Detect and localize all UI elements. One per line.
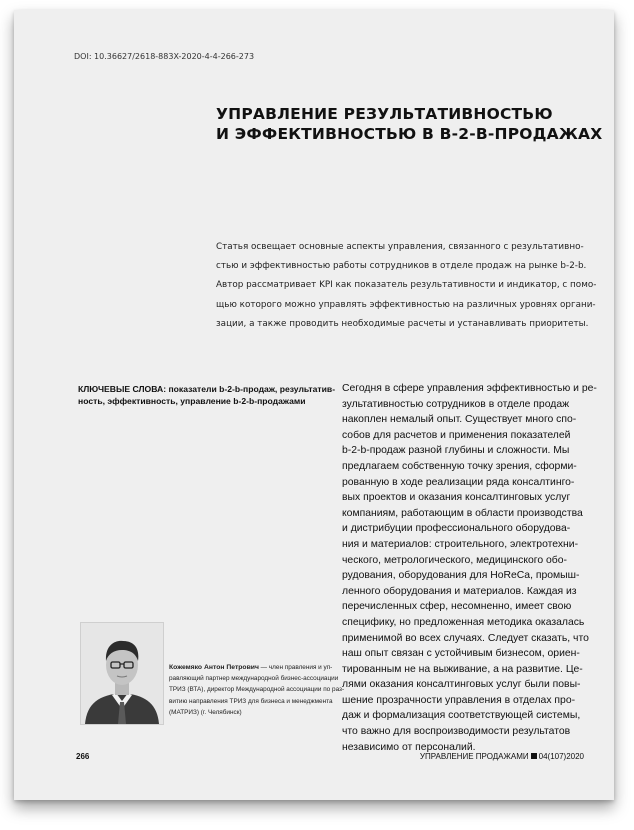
bio-line: витию направления ТРИЗ для бизнеса и менеджмента [169,697,333,705]
body-line: шение прозрачности управления в отделах про- [342,694,576,706]
body-line: компаниям, работающим в области производства [342,507,583,519]
bio-line: равляющий партнер международной бизнес-ассоциации [169,675,339,683]
abstract-line: стью и эффективностью работы сотрудников в отделе продаж на рынке b-2-b. [216,261,587,272]
keywords-line: КЛЮЧЕВЫЕ СЛОВА: показатели b-2-b-продаж, результатив- [78,384,336,394]
body-line: применимой во всех случаях. Следует сказать, что [342,632,589,644]
body-line: накоплен немалый опыт. Существует много спо- [342,414,577,426]
issue-number: 04(107)2020 [538,752,584,761]
author-portrait-icon [81,623,163,724]
bio-line [169,662,349,673]
journal-name: УПРАВЛЕНИЕ ПРОДАЖАМИ [419,752,529,761]
body-line: ленного оборудования и материалов. Каждая из [342,585,577,597]
bio-line: (МАТРИЗ) (г. Челябинск) [169,708,242,716]
body-line: предлагаем собственную точку зрения, сформи- [342,460,577,472]
body-line: собов для расчетов и применения показателей [342,429,571,441]
body-line: наш опыт связан с устойчивым бизнесом, ориен- [342,648,580,660]
abstract-line: зации, а также проводить необходимые расчеты и устанавливать приоритеты. [216,318,589,329]
journal-page [14,10,614,800]
abstract [216,238,597,334]
keywords-line: ность, эффективность, управление b-2-b-продажами [78,396,306,406]
body-line: лями оказания консалтинговых услуг были повы- [342,679,581,691]
doi-label: DOI: 10.36627/2618-883X-2020-4-4-266-273 [74,52,255,61]
abstract-line: щью которого можно управлять эффективностью на различных уровнях органи- [216,299,596,310]
article-title [216,104,606,144]
title-line: УПРАВЛЕНИЕ РЕЗУЛЬТАТИВНОСТЬЮ [216,105,553,123]
body-line: независимо от персоналий. [342,741,476,753]
bio-line: ТРИЗ (ВТА), директор Международной ассоциации по раз- [169,686,345,694]
page-number: 266 [76,752,90,761]
body-line: рудования, оборудования для HoReCa, промыш- [342,570,580,582]
title-line: И ЭФФЕКТИВНОСТЬЮ В B-2-B-ПРОДАЖАХ [216,125,603,143]
article-body [342,381,602,755]
body-line: тированным не на выживание, а на развитие. Це- [342,663,583,675]
author-bio [169,662,349,718]
keywords [78,383,336,407]
bio-text: — член правления и уп- [258,664,333,671]
body-line: ния и материалов: строительного, электротехни- [342,538,579,550]
body-line: b-2-b-продаж разной глубины и сложности. Мы [342,445,570,457]
abstract-line: Статья освещает основные аспекты управления, связанного с результативно- [216,242,584,252]
body-line: рованную в ходе реализации ряда консалтинго- [342,476,575,488]
square-separator-icon [531,753,537,759]
author-photo [80,622,164,725]
body-line: даж и формализация соответствующей системы, [342,710,581,722]
body-line: Сегодня в сфере управления эффективностью и ре- [342,383,597,394]
author-name: Кожемяко Антон Петрович [169,664,259,671]
body-line: перечисленных сфер, несомненно, имеет свою [342,601,572,613]
abstract-line: Автор рассматривает KPI как показатель результативности и индикатор, с помо- [216,280,597,291]
body-line: зультативностью сотрудников в отделе продаж [342,398,570,410]
body-line: ческого, метрологического, медицинского обо- [342,554,567,566]
body-line: специфику, но предложенная методика оказалась [342,616,585,628]
body-line: и дистрибуции профессионального оборудова- [342,523,571,535]
body-line: вых проектов и оказания консалтинговых услуг [342,492,571,504]
journal-issue [420,752,584,761]
body-line: что важно для воспроизводимости результатов [342,726,571,738]
